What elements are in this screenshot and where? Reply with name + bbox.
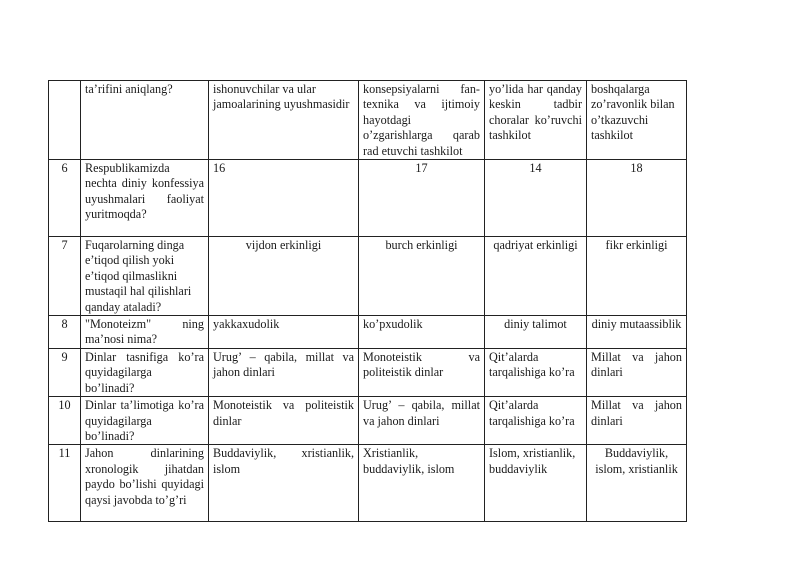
option-b-cell: Urug’ – qabila, millat va jahon dinlari	[359, 397, 485, 445]
row-number: 8	[49, 316, 81, 349]
row-number: 10	[49, 397, 81, 445]
option-c-cell: yo’lida har qanday keskin tadbir choralar ko’ruvchi tashkilot	[485, 81, 587, 160]
option-d-cell: Millat va jahon dinlari	[587, 348, 687, 396]
option-d-cell: 18	[587, 160, 687, 237]
option-a-cell: ishonuvchilar va ular jamoalarining uyushmasidir	[209, 81, 359, 160]
option-c-cell: diniy talimot	[485, 316, 587, 349]
table-row	[49, 348, 687, 396]
question-cell: Respublikamizda nechta diniy konfessiya uyushmalari faoliyat yuritmoqda?	[81, 160, 209, 237]
option-c-cell: Qit’alarda tarqalishiga ko’ra	[485, 348, 587, 396]
option-b-cell: burch erkinligi	[359, 237, 485, 316]
table-row	[49, 445, 687, 522]
option-a-cell: vijdon erkinligi	[209, 237, 359, 316]
option-a-cell: 16	[209, 160, 359, 237]
questions-table	[48, 80, 687, 522]
question-cell: Dinlar tasnifiga ko’ra quyidagilarga bo’linadi?	[81, 348, 209, 396]
option-b-cell: 17	[359, 160, 485, 237]
option-d-cell: Buddaviylik, islom, xristianlik	[587, 445, 687, 522]
option-c-cell: Qit’alarda tarqalishiga ko’ra	[485, 397, 587, 445]
option-b-cell: Xristianlik, buddaviylik, islom	[359, 445, 485, 522]
option-a-cell: Urug’ – qabila, millat va jahon dinlari	[209, 348, 359, 396]
option-b-cell: konsepsiyalarni fan-texnika va ijtimoiy hayotdagi o’zgarishlarga qarab rad etuvchi tashkilot	[359, 81, 485, 160]
row-number: 6	[49, 160, 81, 237]
row-number: 9	[49, 348, 81, 396]
question-cell: Jahon dinlarining xronologik jihatdan paydo bo’lishi quyidagi qaysi javobda to’g’ri	[81, 445, 209, 522]
question-cell: ta’rifini aniqlang?	[81, 81, 209, 160]
table-row	[49, 316, 687, 349]
option-d-cell: Millat va jahon dinlari	[587, 397, 687, 445]
option-d-cell: fikr erkinligi	[587, 237, 687, 316]
row-number: 11	[49, 445, 81, 522]
option-d-cell: boshqalarga zo’ravonlik bilan o’tkazuvchi tashkilot	[587, 81, 687, 160]
option-c-cell: 14	[485, 160, 587, 237]
question-cell: "Monoteizm" ning ma’nosi nima?	[81, 316, 209, 349]
table-row	[49, 397, 687, 445]
option-c-cell: Islom, xristianlik, buddaviylik	[485, 445, 587, 522]
table-row	[49, 237, 687, 316]
question-cell: Dinlar ta’limotiga ko’ra quyidagilarga bo’linadi?	[81, 397, 209, 445]
question-cell: Fuqarolarning dinga e’tiqod qilish yoki e’tiqod qilmaslikni mustaqil hal qilishlari qanday ataladi?	[81, 237, 209, 316]
option-a-cell: Monoteistik va politeistik dinlar	[209, 397, 359, 445]
row-number: 7	[49, 237, 81, 316]
option-b-cell: Monoteistik va politeistik dinlar	[359, 348, 485, 396]
option-d-cell: diniy mutaassiblik	[587, 316, 687, 349]
row-number	[49, 81, 81, 160]
option-a-cell: yakkaxudolik	[209, 316, 359, 349]
option-c-cell: qadriyat erkinligi	[485, 237, 587, 316]
option-b-cell: ko’pxudolik	[359, 316, 485, 349]
option-a-cell: Buddaviylik, xristianlik, islom	[209, 445, 359, 522]
table-row	[49, 160, 687, 237]
table-row	[49, 81, 687, 160]
